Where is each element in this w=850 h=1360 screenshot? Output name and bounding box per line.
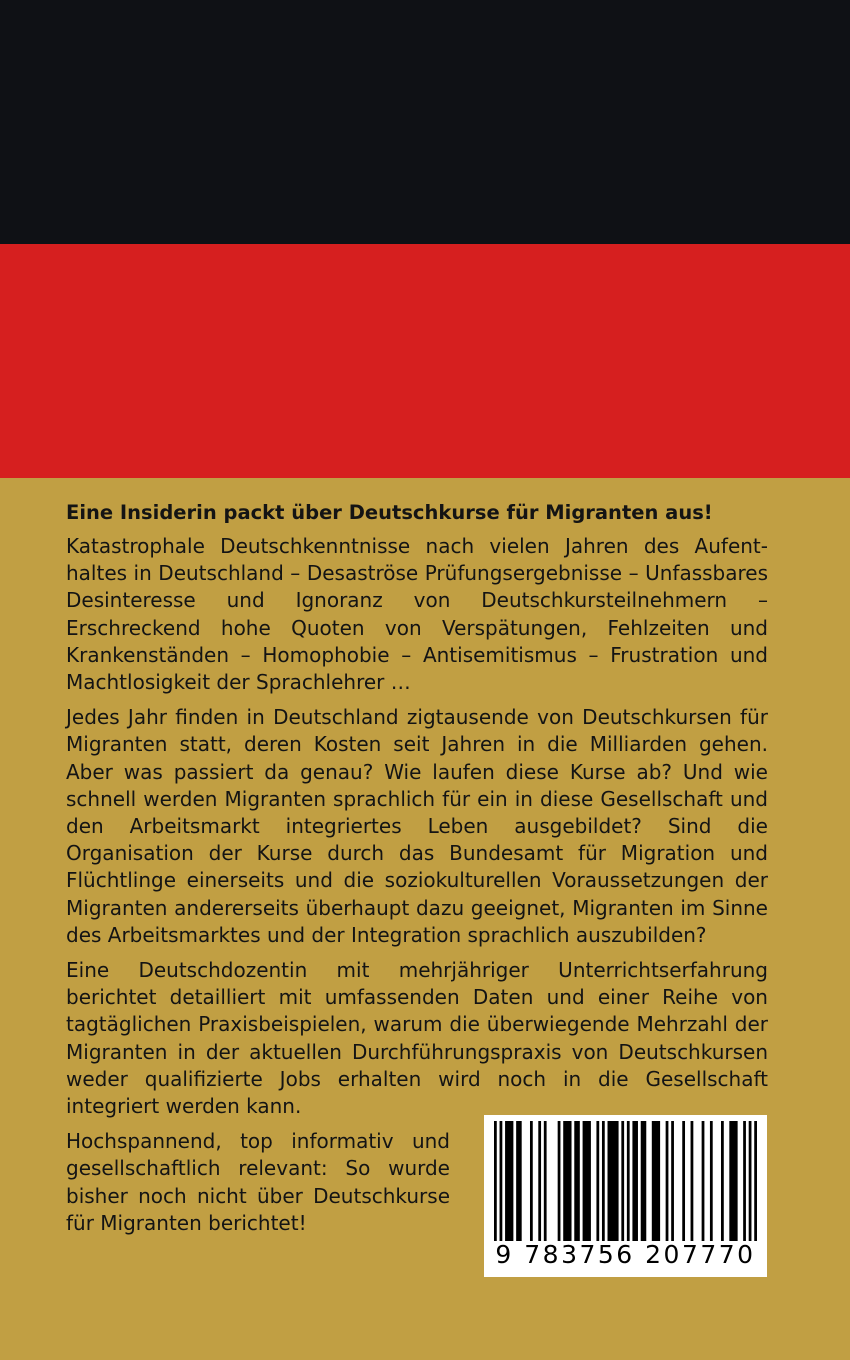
barcode-bar-3 <box>516 1121 522 1241</box>
barcode-bar-22 <box>691 1121 694 1241</box>
barcode-bar-24 <box>710 1121 713 1241</box>
barcode-bar-29 <box>754 1121 757 1241</box>
paragraph-questions: Jedes Jahr finden in Deutschland zigtausende von Deutschkursen für Migranten statt, deren Kosten seit Jahren in die Milliarden gehen. Aber was passiert da genau? Wie laufen diese Kurse ab? Und wie schnell werden Migranten sprachlich für ein in diese Gesellschaft und den Arbeitsmarkt integriertes Leben ausgebildet? Sind die Organisation der Kurse durch das Bundesamt für Migration und Flüchtlinge einerseits und die soziokulturellen Voraussetzungen der Migranten andererseits überhaupt dazu geeignet, Migranten im Sinne des Arbeitsmarktes und der Integration sprachlich auszubilden? <box>66 705 768 947</box>
barcode-bar-1 <box>500 1121 503 1241</box>
barcode-bar-26 <box>729 1121 737 1241</box>
barcode-bar-17 <box>641 1121 647 1241</box>
barcode-bar-12 <box>602 1121 605 1241</box>
barcode-bar-11 <box>596 1121 599 1241</box>
flag-stripe-black <box>0 0 850 244</box>
barcode-bar-7 <box>558 1121 561 1241</box>
isbn-barcode <box>484 1115 767 1277</box>
paragraph-author: Eine Deutschdozentin mit mehrjähriger Unterrichtserfahrung berichtet detailliert mit umfassenden Daten und einer Reihe von tagtäglichen Praxisbeispielen, warum die überwiegende Mehrzahl der Migranten in der aktuellen Durchführungspraxis von Deutschkursen weder qualifizierte Jobs erhalten wird noch in die Gesellschaft integriert werden kann. <box>66 958 768 1119</box>
headline: Eine Insiderin packt über Deutschkurse für Migranten aus! <box>66 501 713 524</box>
barcode-bar-4 <box>530 1121 533 1241</box>
barcode-bar-0 <box>494 1121 497 1241</box>
paragraph-symptoms: Katastrophale Deutschkenntnisse nach vielen Jahren des Aufenthaltes in Deutschland – Desaströse Prüfungsergebnisse – Unfassbares Desinteresse und Ignoranz von Deutschkursteilnehmern – Erschreckend hohe Quoten von Verspätungen, Fehlzeiten und Krankenständen – Homophobie – Antisemitismus – Frustration und Machtlosigkeit der Sprachlehrer … <box>66 534 768 695</box>
barcode-bar-21 <box>682 1121 685 1241</box>
isbn-digits: 9 783756 207770 <box>495 1240 756 1269</box>
flag-stripe-red <box>0 244 850 478</box>
barcode-bar-28 <box>749 1121 752 1241</box>
barcode-bar-23 <box>702 1121 705 1241</box>
barcode-bar-14 <box>621 1121 624 1241</box>
barcode-bar-27 <box>743 1121 746 1241</box>
barcode-bar-25 <box>721 1121 724 1241</box>
barcode-bar-8 <box>563 1121 571 1241</box>
paragraph-closing: Hochspannend, top informativ und gesellschaftlich relevant: So wurde bisher noch nicht über Deutschkurse für Migranten berichtet! <box>66 1129 450 1235</box>
barcode-bar-20 <box>671 1121 674 1241</box>
barcode-bar-5 <box>538 1121 541 1241</box>
barcode-bar-10 <box>583 1121 591 1241</box>
barcode-bar-18 <box>652 1121 660 1241</box>
barcode-bar-2 <box>505 1121 513 1241</box>
barcode-bar-13 <box>608 1121 619 1241</box>
barcode-bar-19 <box>666 1121 669 1241</box>
barcode-bar-9 <box>574 1121 580 1241</box>
barcode-bar-6 <box>544 1121 547 1241</box>
barcode-bar-16 <box>632 1121 638 1241</box>
barcode-bar-15 <box>627 1121 630 1241</box>
barcode-bars <box>494 1121 757 1241</box>
